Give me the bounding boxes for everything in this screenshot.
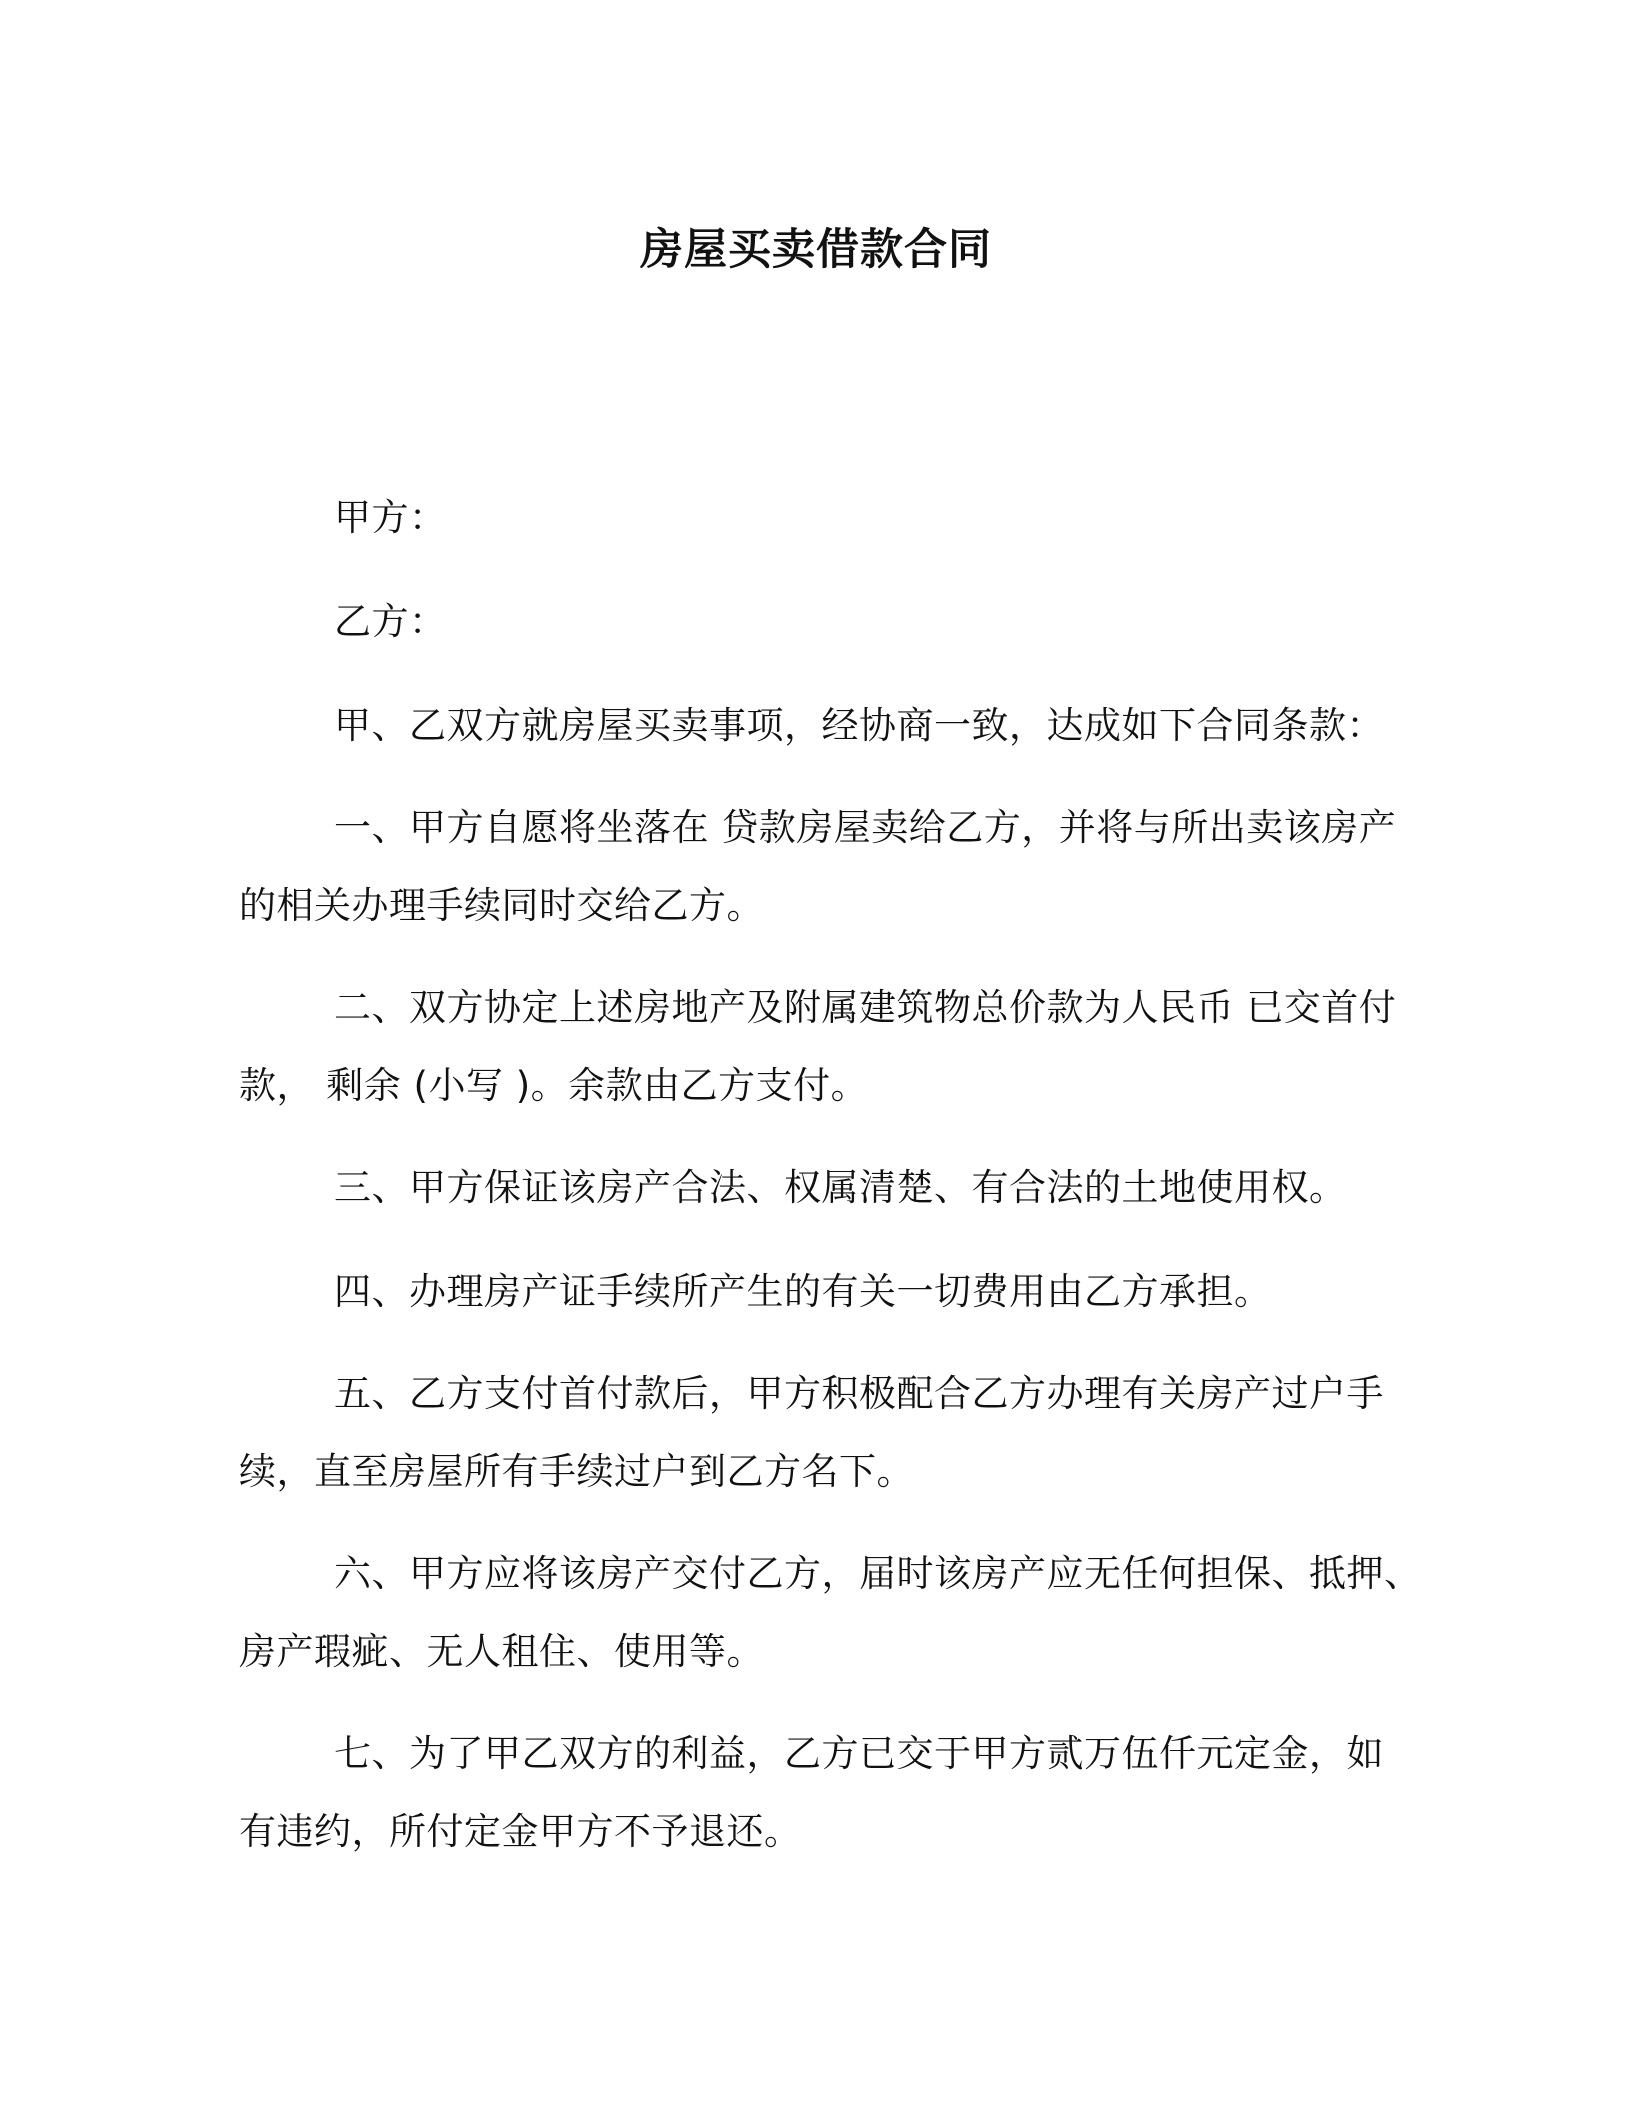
party-b-label: 乙方： [334,600,447,643]
clause-1-line-2: 的相关办理手续同时交给乙方。 [239,884,764,927]
clause-6-line-2: 房产瑕疵、无人租住、使用等。 [239,1630,764,1673]
clause-7-line-2: 有违约，所付定金甲方不予退还。 [239,1810,802,1853]
clause-5-line-1: 五、乙方支付首付款后，甲方积极配合乙方办理有关房产过户手 [334,1372,1384,1415]
clause-1-line-1: 一、甲方自愿将坐落在 贷款房屋卖给乙方，并将与所出卖该房产 [334,806,1397,849]
clause-4-line-1: 四、办理房产证手续所产生的有关一切费用由乙方承担。 [334,1270,1272,1313]
clause-6-line-1: 六、甲方应将该房产交付乙方，届时该房产应无任何担保、抵押、 [334,1552,1422,1595]
clause-7-line-1: 七、为了甲乙双方的利益，乙方已交于甲方贰万伍仟元定金，如 [334,1732,1384,1775]
party-a-label: 甲方： [334,496,447,539]
document-title: 房屋买卖借款合同 [640,225,992,275]
clause-2-line-2: 款， 剩余 (小写 )。余款由乙方支付。 [239,1064,869,1107]
clause-2-line-1: 二、双方协定上述房地产及附属建筑物总价款为人民币 已交首付 [334,986,1397,1029]
clause-5-line-2: 续，直至房屋所有手续过户到乙方名下。 [239,1450,914,1493]
clause-3-line-1: 三、甲方保证该房产合法、权属清楚、有合法的土地使用权。 [334,1166,1347,1209]
intro-paragraph: 甲、乙双方就房屋买卖事项，经协商一致，达成如下合同条款： [334,704,1384,747]
